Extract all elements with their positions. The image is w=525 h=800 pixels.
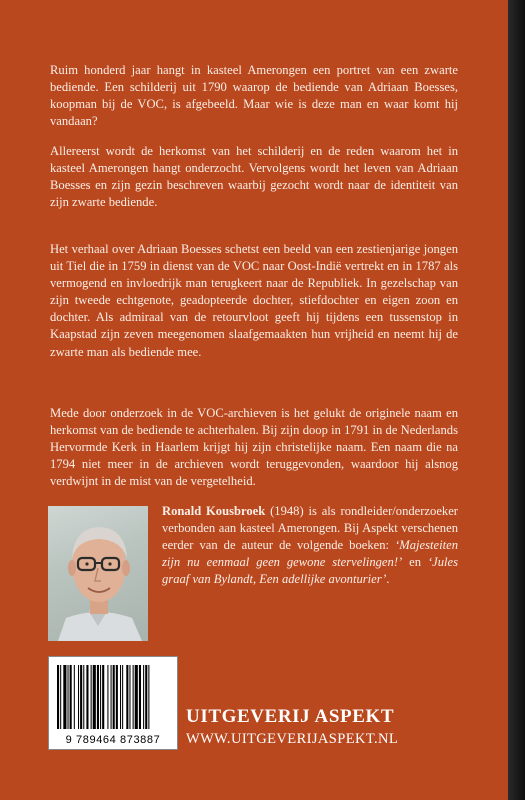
barcode-bars: [49, 657, 177, 733]
book-title-2: ‘Jules graaf van Bylandt, Een adellijke avonturier’: [162, 555, 458, 587]
isbn-barcode: [48, 656, 178, 750]
author-bio-text-1: (1948) is als rondleider/onderzoeker verbonden aan kasteel Amerongen. Bij Aspekt verschenen eerder van de auteur de volgende boeken:: [162, 504, 458, 553]
author-bio-text-3: .: [386, 572, 390, 587]
blurb-paragraph-1: Ruim honderd jaar hangt in kasteel Amerongen een portret van een zwarte bediende. Een schilderij uit 1790 waarop de bediende van Adriaan Boesses, koopman bij de VOC, is afgebeeld. Maar wie is deze man en waar komt hij vandaan?: [50, 63, 458, 129]
author-photo: [48, 506, 148, 641]
author-bio-text-2: en: [402, 555, 428, 570]
publisher-url: WWW.UITGEVERIJASPEKT.NL: [186, 731, 399, 747]
blurb-paragraph-2: Allereerst wordt de herkomst van het schilderij en de reden waarom het in kasteel Amerongen hangt onderzocht. Vervolgens wordt het leven van Adriaan Boesses en zijn gezin beschreven waarbij gezocht wordt naar de identiteit van zijn zwarte bediende.: [50, 144, 458, 210]
author-name: Ronald Kousbroek: [162, 504, 266, 518]
book-spine-edge: [508, 0, 525, 800]
isbn-digits: 9 789464 873887: [65, 734, 161, 746]
blurb-paragraph-3: Het verhaal over Adriaan Boesses schetst een beeld van een zestienjarige jongen uit Tiel die in 1759 in dienst van de VOC naar Oost-Indië vertrekt en in 1787 als vermogend en invloedrijk man terugkeert naar de Republiek. In gezelschap van zijn tweede echtgenote, geadopteerde dochter, stiefdochter en eigen zoon en dochter. Als admiraal van de retourvloot geeft hij tijdens een tussenstop in Kaapstad zijn zeven meegenomen slaafgemaakten hun vrijheid en neemt hij de zwarte man als bediende mee.: [50, 242, 458, 359]
author-bio: [162, 503, 458, 588]
blurb-paragraph-4: Mede door onderzoek in de VOC-archieven is het gelukt de originele naam en herkomst van de bediende te achterhalen. Bij zijn doop in 1791 in de Nederlands Hervormde Kerk in Haarlem krijgt hij zijn christelijke naam. Een naam die na 1794 niet meer in de archieven wordt teruggevonden, waardoor hij alsnog verdwijnt in de mist van de vergetelheid.: [50, 406, 458, 489]
publisher-name: UITGEVERIJ ASPEKT: [186, 706, 395, 727]
book-title-1: ‘Majesteiten zijn nu eenmaal geen gewone stervelingen!’: [162, 538, 458, 570]
